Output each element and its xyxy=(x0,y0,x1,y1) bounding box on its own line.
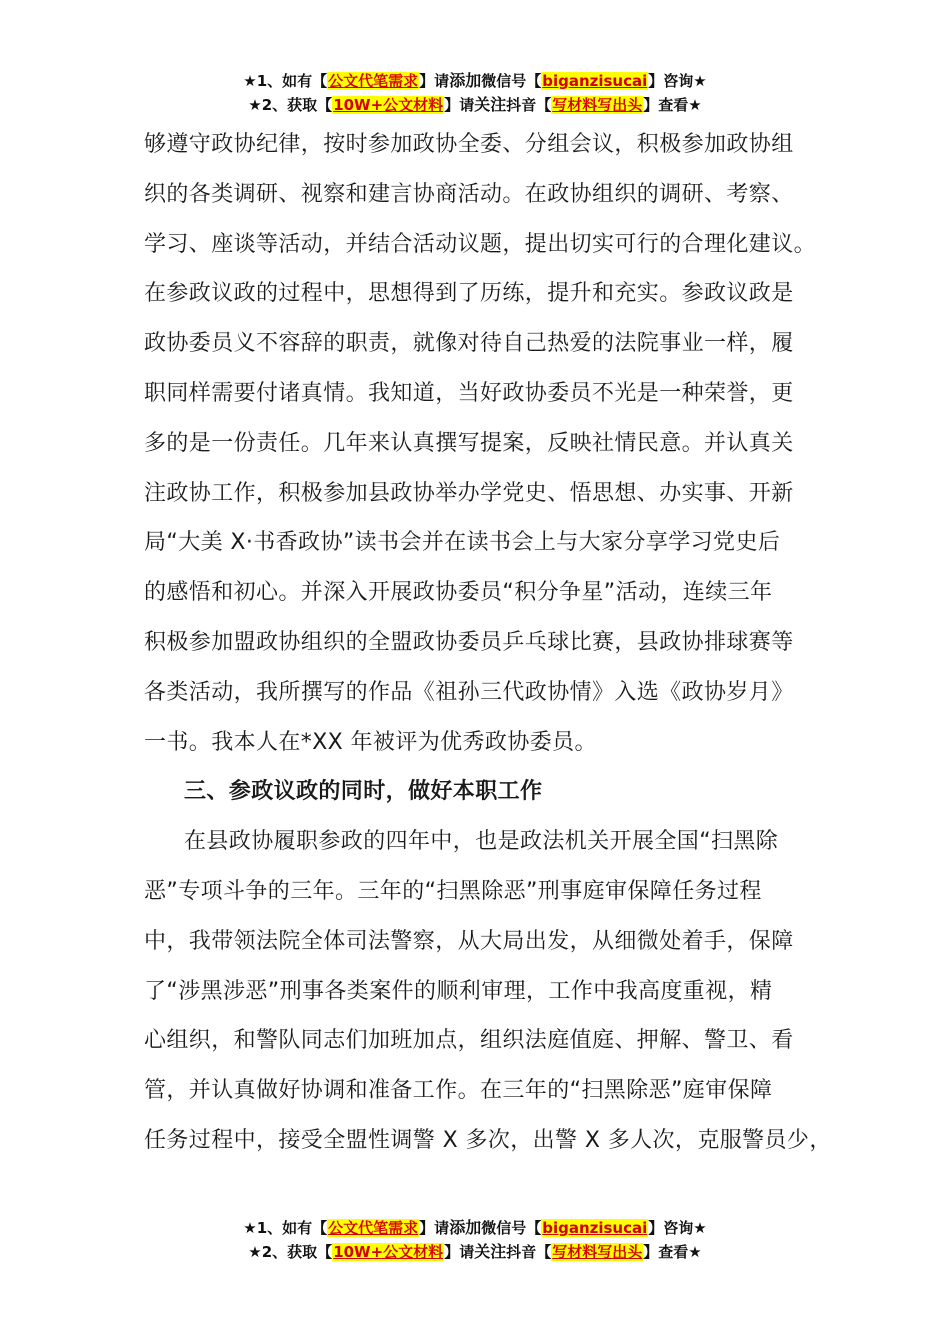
body-line: 任务过程中，接受全盟性调警 X 多次，出警 X 多人次，克服警员少， xyxy=(144,1127,832,1153)
notice-text: ★2、获取【 xyxy=(248,1243,333,1261)
notice-emphasis: 添加 xyxy=(449,1218,482,1237)
body-line: 一书。我本人在*XX 年被评为优秀政协委员。 xyxy=(144,729,597,755)
highlight-douyin-id: 写材料写出头 xyxy=(552,1243,643,1261)
notice-text: 微信号【 xyxy=(481,72,542,90)
body-line: 注政协工作，积极参加县政协举办学党史、悟思想、办实事、开新 xyxy=(144,480,794,506)
body-line: 恶”专项斗争的三年。三年的“扫黑除恶”刑事庭审保障任务过程 xyxy=(144,878,762,904)
body-line: 心组织，和警队同志们加班加点，组织法庭值庭、押解、警卫、看 xyxy=(144,1028,794,1054)
top-notice-banner xyxy=(0,69,950,117)
body-line: 在县政协履职参政的四年中，也是政法机关开展全国“扫黑除 xyxy=(184,829,779,855)
highlight-text: 10W+公文材料 xyxy=(333,1243,444,1261)
body-line: 的感悟和初心。并深入开展政协委员“积分争星”活动，连续三年 xyxy=(144,580,773,606)
notice-line-1 xyxy=(0,69,950,93)
body-line: 积极参加盟政协组织的全盟政协委员乒乓球比赛，县政协排球赛等 xyxy=(144,629,794,655)
highlight-douyin-id: 写材料写出头 xyxy=(552,96,643,114)
body-line: 职同样需要付诸真情。我知道，当好政协委员不光是一种荣誉，更 xyxy=(144,380,794,406)
bottom-notice-banner xyxy=(0,1216,950,1264)
highlight-text: 10W+公文材料 xyxy=(333,96,444,114)
notice-text: ★1、如有【 xyxy=(243,72,328,90)
body-line: 够遵守政协纪律，按时参加政协全委、分组会议，积极参加政协组 xyxy=(144,132,794,157)
body-line: 了“涉黑涉恶”刑事各类案件的顺利审理，工作中我高度重视，精 xyxy=(144,978,773,1004)
notice-text: ★1、如有【 xyxy=(243,1219,328,1237)
notice-text: 】请 xyxy=(419,1219,450,1237)
notice-text: 】咨询★ xyxy=(648,72,707,90)
notice-text: 】咨询★ xyxy=(648,1219,707,1237)
notice-line-2 xyxy=(0,93,950,117)
highlight-wechat-id: biganzisucai xyxy=(542,1219,648,1237)
highlight-wechat-id: biganzisucai xyxy=(542,72,648,90)
notice-text: 】查看★ xyxy=(643,1243,702,1261)
notice-text: 】查看★ xyxy=(643,96,702,114)
section-heading: 三、参政议政的同时，做好本职工作 xyxy=(184,779,543,805)
body-line: 政协委员义不容辞的职责，就像对待自己热爱的法院事业一样，履 xyxy=(144,331,794,357)
notice-emphasis: 添加 xyxy=(449,71,482,90)
notice-emphasis: 关注 xyxy=(474,95,507,114)
body-line: 多的是一份责任。几年来认真撰写提案，反映社情民意。并认真关 xyxy=(144,430,794,456)
highlight-text: 公文代笔需求 xyxy=(328,1219,419,1237)
notice-text: 】请 xyxy=(444,96,475,114)
notice-emphasis: 关注 xyxy=(474,1242,507,1261)
notice-text: 抖音【 xyxy=(506,1243,552,1261)
body-line: 各类活动，我所撰写的作品《祖孙三代政协情》入选《政协岁月》 xyxy=(144,679,794,705)
notice-text: 】请 xyxy=(444,1243,475,1261)
document-body xyxy=(144,120,834,1166)
body-line: 学习、座谈等活动，并结合活动议题，提出切实可行的合理化建议。 xyxy=(144,231,817,257)
notice-text: 抖音【 xyxy=(506,96,552,114)
notice-text: 微信号【 xyxy=(481,1219,542,1237)
body-line: 织的各类调研、视察和建言协商活动。在政协组织的调研、考察、 xyxy=(144,181,794,207)
notice-line-2 xyxy=(0,1240,950,1264)
body-line: 局“大美 X·书香政协”读书会并在读书会上与大家分享学习党史后 xyxy=(144,530,781,556)
highlight-text: 公文代笔需求 xyxy=(328,72,419,90)
body-line: 中，我带领法院全体司法警察，从大局出发，从细微处着手，保障 xyxy=(144,928,794,954)
body-line: 管，并认真做好协调和准备工作。在三年的“扫黑除恶”庭审保障 xyxy=(144,1078,773,1104)
body-line: 在参政议政的过程中，思想得到了历练，提升和充实。参政议政是 xyxy=(144,281,794,307)
notice-text: 】请 xyxy=(419,72,450,90)
notice-line-1 xyxy=(0,1216,950,1240)
notice-text: ★2、获取【 xyxy=(248,96,333,114)
